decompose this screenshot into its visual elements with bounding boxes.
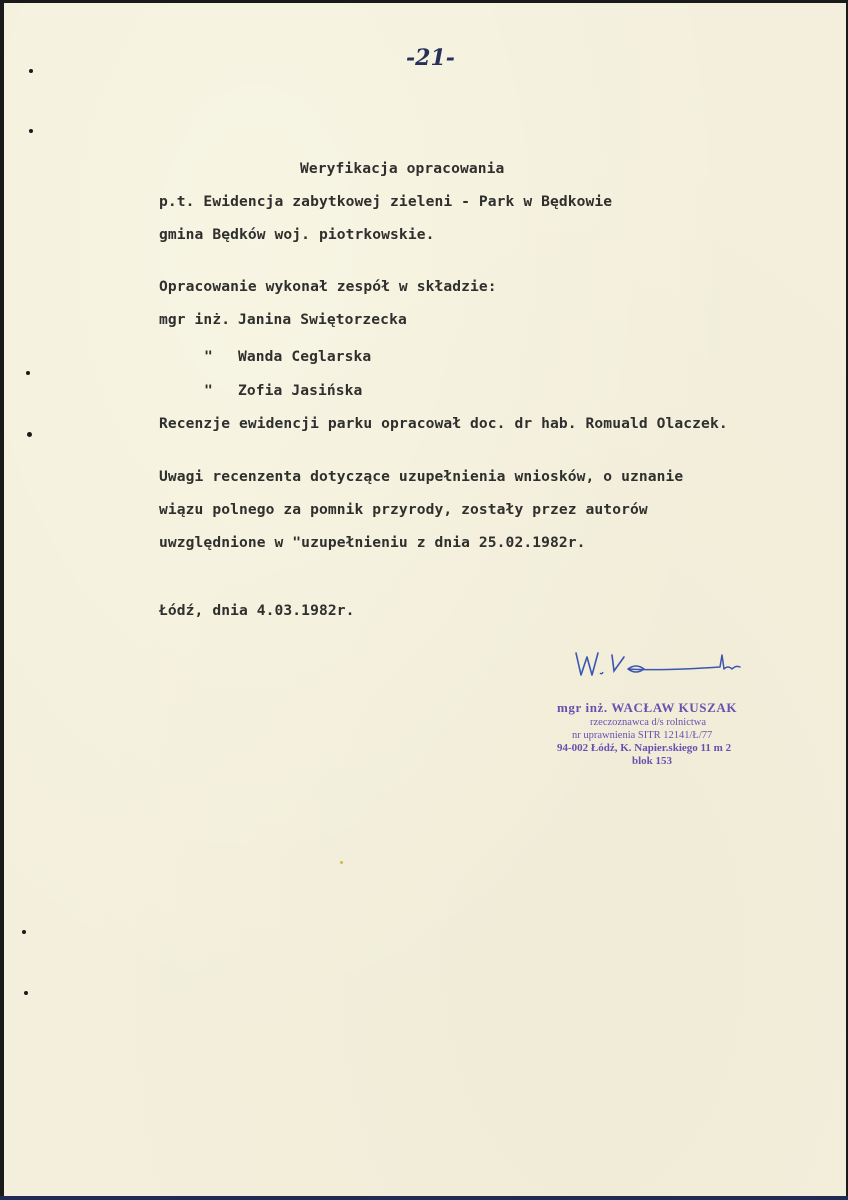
page-number: -21- [406,45,455,71]
stamp-block: blok 153 [632,755,673,767]
paper-speck [340,861,343,864]
stamp-title: rzeczoznawca d/s rolnictwa [590,717,707,728]
punch-hole-mark [29,129,33,133]
document-title: Weryfikacja opracowania [300,160,505,177]
stamp-address: 94-002 Łódź, K. Napier.skiego 11 m 2 [557,742,732,754]
punch-hole-mark [29,69,33,73]
team-member-prefix: mgr inż. [159,311,231,328]
remarks-line: uwzględnione w "uzupełnieniu z dnia 25.02.1982r. [159,534,586,551]
remarks-line: Uwagi recenzenta dotyczące uzupełnienia wniosków, o uznanie [159,468,684,485]
document-page [4,3,846,1196]
team-member-prefix: " [204,348,213,365]
review-statement: Recenzje ewidencji parku opracował doc. dr hab. Romuald Olaczek. [159,415,728,432]
scan-edge [0,1196,848,1200]
punch-hole-mark [22,930,26,934]
team-intro: Opracowanie wykonał zespół w składzie: [159,278,497,295]
document-subtitle-line1: p.t. Ewidencja zabytkowej zieleni - Park w Będkowie [159,193,613,210]
stamp-name: mgr inż. WACŁAW KUSZAK [557,700,738,715]
handwritten-signature [572,645,752,685]
team-member-name: Wanda Ceglarska [238,348,372,365]
punch-hole-mark [26,371,30,375]
stamp-license: nr uprawnienia SITR 12141/Ł/77 [572,730,713,741]
document-subtitle-line2: gmina Będków woj. piotrkowskie. [159,226,435,243]
punch-hole-mark [27,432,32,437]
team-member-name: Zofia Jasińska [238,382,363,399]
team-member-prefix: " [204,382,213,399]
punch-hole-mark [24,991,28,995]
team-member-name: Janina Swiętorzecka [238,311,407,328]
remarks-line: wiązu polnego za pomnik przyrody, zostały przez autorów [159,501,648,518]
place-and-date: Łódź, dnia 4.03.1982r. [159,602,355,619]
